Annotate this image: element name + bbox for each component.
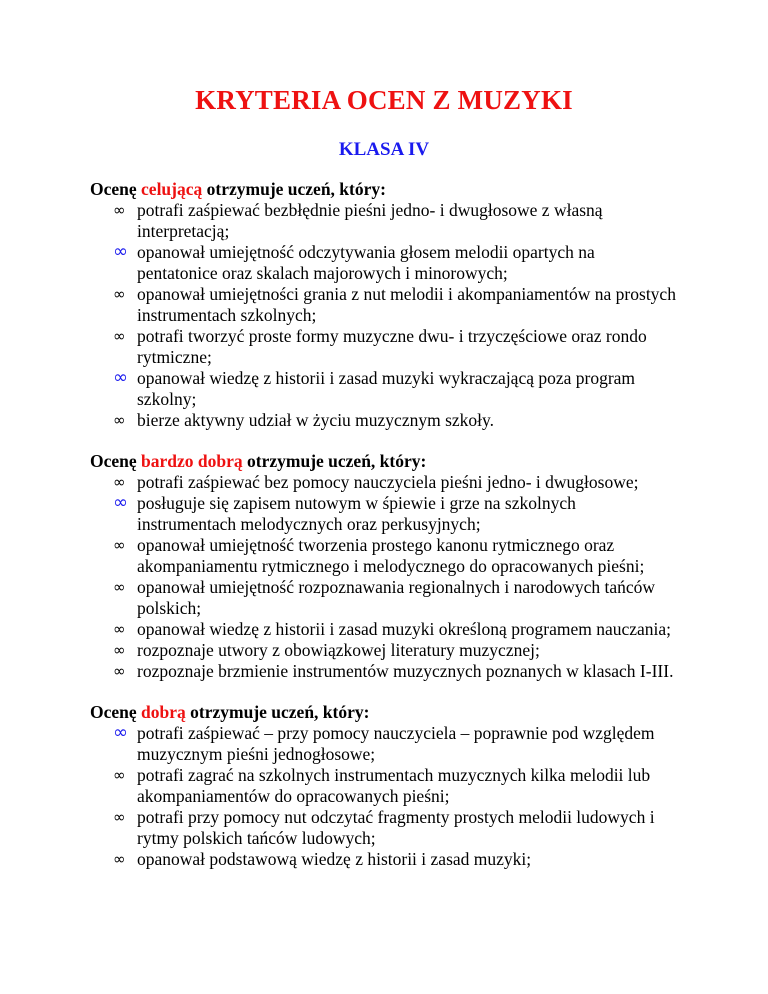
page-title: KRYTERIA OCEN Z MUZYKI — [195, 85, 573, 115]
infinity-bullet-icon: ∞ — [113, 536, 126, 554]
infinity-bullet-icon: ∞ — [113, 662, 126, 680]
infinity-bullet-icon: ∞ — [113, 620, 126, 638]
infinity-bullet-icon: ∞ — [113, 808, 126, 826]
infinity-bullet-icon: ∞ — [113, 766, 126, 784]
class-subtitle: KLASA IV — [338, 139, 430, 160]
heading-prefix: Ocenę — [90, 179, 142, 199]
grade-name: bardzo dobrą — [141, 451, 243, 471]
criterion-text: rozpoznaje brzmienie instrumentów muzycznych poznanych w klasach I-III. — [137, 661, 674, 681]
criterion-text: opanował wiedzę z historii i zasad muzyki wykraczającą poza program szkolny; — [137, 368, 636, 409]
infinity-bullet-icon: ∞ — [113, 850, 126, 868]
list-item — [113, 284, 678, 326]
criterion-text: potrafi zaśpiewać bez pomocy nauczyciela pieśni jedno- i dwugłosowe; — [137, 472, 639, 492]
criterion-text: opanował umiejętność tworzenia prostego kanonu rytmicznego oraz akompaniamentu rytmicznego i melodycznego do opracowanych pieśni; — [137, 535, 645, 576]
list-item — [113, 640, 678, 661]
infinity-bullet-icon: ∞ — [113, 641, 126, 659]
criterion-text: potrafi przy pomocy nut odczytać fragmenty prostych melodii ludowych i rytmy polskich tańców ludowych; — [137, 807, 655, 848]
criterion-text: opanował wiedzę z historii i zasad muzyki określoną programem nauczania; — [137, 619, 672, 639]
list-item — [113, 410, 678, 431]
heading-suffix: otrzymuje uczeń, który: — [242, 451, 427, 471]
criterion-text: bierze aktywny udział w życiu muzycznym szkoły. — [137, 410, 495, 430]
criterion-text: potrafi zaśpiewać bezbłędnie pieśni jedno- i dwugłosowe z własną interpretacją; — [137, 200, 603, 241]
infinity-bullet-icon: ∞ — [113, 241, 128, 262]
section-heading — [90, 702, 678, 723]
grade-section-celujaca — [90, 179, 678, 431]
grade-name: celującą — [141, 179, 203, 199]
list-item — [113, 661, 678, 682]
list-item — [113, 722, 678, 765]
list-item — [113, 200, 678, 242]
list-item — [113, 535, 678, 577]
heading-suffix: otrzymuje uczeń, który: — [185, 702, 370, 722]
criterion-text: potrafi zagrać na szkolnych instrumentach muzycznych kilka melodii lub akompaniamentów do opracowanych pieśni; — [137, 765, 651, 806]
heading-prefix: Ocenę — [90, 702, 142, 722]
infinity-bullet-icon: ∞ — [113, 492, 128, 513]
list-item — [113, 472, 678, 493]
grade-section-bardzo-dobra — [90, 451, 678, 682]
criteria-list — [90, 723, 678, 870]
criterion-text: opanował podstawową wiedzę z historii i zasad muzyki; — [137, 849, 532, 869]
infinity-bullet-icon: ∞ — [113, 473, 126, 491]
infinity-bullet-icon: ∞ — [113, 411, 126, 429]
criterion-text: rozpoznaje utwory z obowiązkowej literatury muzycznej; — [137, 640, 540, 660]
list-item — [113, 241, 678, 284]
list-item — [113, 367, 678, 410]
list-item — [113, 577, 678, 619]
list-item — [113, 807, 678, 849]
infinity-bullet-icon: ∞ — [113, 367, 128, 388]
criterion-text: potrafi tworzyć proste formy muzyczne dwu- i trzyczęściowe oraz rondo rytmiczne; — [137, 326, 647, 367]
heading-suffix: otrzymuje uczeń, który: — [202, 179, 386, 199]
heading-prefix: Ocenę — [90, 451, 142, 471]
criterion-text: opanował umiejętność rozpoznawania regionalnych i narodowych tańców polskich; — [137, 577, 656, 618]
infinity-bullet-icon: ∞ — [113, 578, 126, 596]
list-item — [113, 765, 678, 807]
criterion-text: potrafi zaśpiewać – przy pomocy nauczyciela – poprawnie pod względem muzycznym pieśni jednogłosowe; — [137, 723, 655, 764]
list-item — [113, 492, 678, 535]
grade-section-dobra — [90, 702, 678, 870]
list-item — [113, 849, 678, 870]
infinity-bullet-icon: ∞ — [113, 327, 126, 345]
list-item — [113, 326, 678, 368]
section-heading — [90, 451, 678, 472]
criterion-text: opanował umiejętność odczytywania głosem melodii opartych na pentatonice oraz skalach majorowych i minorowych; — [137, 242, 595, 283]
criteria-list — [90, 472, 678, 682]
section-heading — [90, 179, 678, 200]
list-item — [113, 619, 678, 640]
infinity-bullet-icon: ∞ — [113, 201, 126, 219]
criteria-list — [90, 200, 678, 431]
criterion-text: posługuje się zapisem nutowym w śpiewie i grze na szkolnych instrumentach melodycznych oraz perkusyjnych; — [137, 493, 576, 534]
criterion-text: opanował umiejętności grania z nut melodii i akompaniamentów na prostych instrumentach szkolnych; — [137, 284, 676, 325]
grade-name: dobrą — [141, 702, 186, 722]
infinity-bullet-icon: ∞ — [113, 722, 128, 743]
infinity-bullet-icon: ∞ — [113, 285, 126, 303]
